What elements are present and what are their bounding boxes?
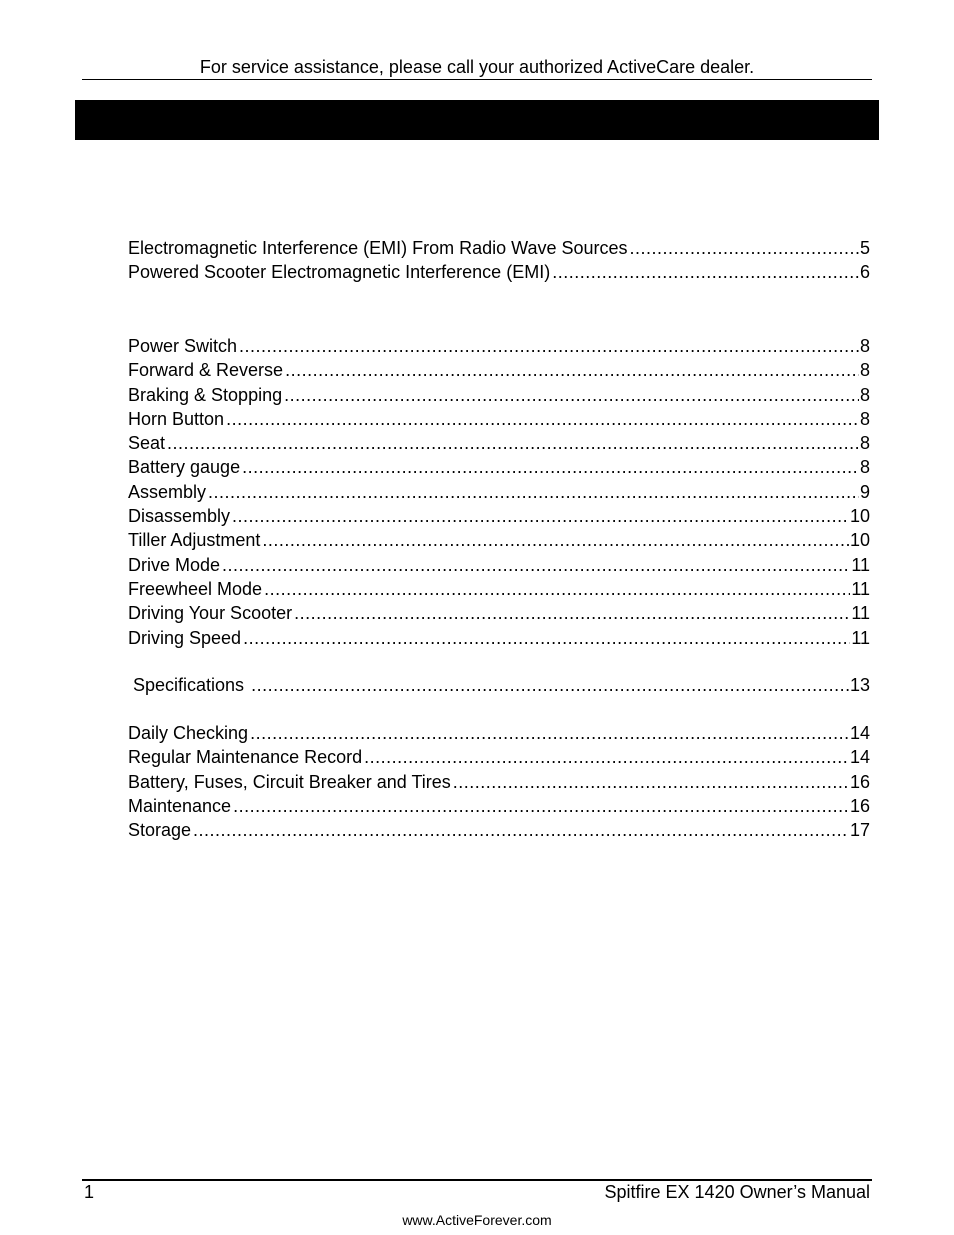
toc-leader-dots	[630, 236, 859, 260]
toc-entry[interactable]	[128, 260, 870, 284]
toc-leader-dots	[251, 673, 849, 697]
toc-entry[interactable]	[128, 601, 870, 625]
toc-entry[interactable]	[128, 480, 870, 504]
toc-leader-dots	[552, 260, 859, 284]
toc-group-specifications	[128, 673, 870, 697]
toc-entry[interactable]	[128, 673, 870, 697]
toc-leader-dots	[226, 407, 859, 431]
toc-entry-page: 8	[859, 433, 870, 454]
toc-entry[interactable]	[128, 383, 870, 407]
toc-entry[interactable]	[128, 431, 870, 455]
toc-leader-dots	[262, 528, 849, 552]
section-title-bar	[75, 100, 879, 140]
header-rule	[82, 79, 872, 80]
toc-entry-page: 14	[849, 723, 870, 743]
toc-entry[interactable]	[128, 236, 870, 260]
toc-entry[interactable]	[128, 455, 870, 479]
toc-entry-title: Driving Your Scooter	[128, 603, 293, 624]
toc-leader-dots	[222, 553, 850, 577]
toc-leader-dots	[233, 794, 849, 818]
toc-entry-title: Forward & Reverse	[128, 360, 284, 381]
toc-entry-page: 14	[849, 747, 870, 768]
toc-entry-page: 8	[859, 384, 870, 405]
toc-entry-title: Drive Mode	[128, 554, 221, 575]
toc-entry-page: 11	[851, 627, 870, 648]
toc-entry-page: 11	[851, 603, 870, 624]
toc-entry[interactable]	[128, 721, 870, 745]
toc-entry-page: 13	[849, 675, 870, 695]
toc-entry-title: Seat	[128, 433, 166, 454]
toc-entry[interactable]	[128, 577, 870, 601]
toc-entry[interactable]	[128, 358, 870, 382]
toc-entry-title: Maintenance	[128, 795, 232, 816]
toc-leader-dots	[242, 455, 859, 479]
toc-leader-dots	[453, 770, 849, 794]
toc-entry-page: 6	[859, 262, 870, 283]
toc-leader-dots	[364, 745, 849, 769]
manual-title: Spitfire EX 1420 Owner’s Manual	[604, 1182, 870, 1202]
toc-entry-page: 11	[851, 578, 870, 599]
toc-entry-title: Storage	[128, 820, 192, 841]
toc-entry-page: 5	[859, 238, 870, 258]
toc-leader-dots	[208, 480, 859, 504]
toc-entry-title: Electromagnetic Interference (EMI) From Radio Wave Sources	[128, 238, 628, 258]
toc-entry-page: 8	[859, 336, 870, 356]
toc-entry-page: 16	[849, 771, 870, 792]
toc-entry-title: Tiller Adjustment	[128, 530, 261, 551]
toc-leader-dots	[284, 383, 859, 407]
toc-entry-title: Specifications	[128, 675, 250, 695]
toc-leader-dots	[250, 721, 849, 745]
toc-entry[interactable]	[128, 818, 870, 842]
toc-leader-dots	[239, 334, 859, 358]
toc-entry-page: 8	[859, 457, 870, 478]
toc-entry[interactable]	[128, 553, 870, 577]
toc-entry-title: Battery gauge	[128, 457, 241, 478]
toc-leader-dots	[294, 601, 850, 625]
toc-entry-page: 10	[849, 506, 870, 527]
toc-entry-title: Power Switch	[128, 336, 238, 356]
toc-leader-dots	[264, 577, 850, 601]
toc-entry-title: Freewheel Mode	[128, 578, 263, 599]
toc-entry-title: Powered Scooter Electromagnetic Interference (EMI)	[128, 262, 551, 283]
toc-entry-title: Regular Maintenance Record	[128, 747, 363, 768]
toc-entry[interactable]	[128, 504, 870, 528]
toc-entry-title: Horn Button	[128, 408, 225, 429]
toc-leader-dots	[285, 358, 859, 382]
toc-entry[interactable]	[128, 745, 870, 769]
toc-entry[interactable]	[128, 407, 870, 431]
toc-group-maintenance	[128, 721, 870, 842]
toc-entry-title: Battery, Fuses, Circuit Breaker and Tires	[128, 771, 451, 792]
toc-entry[interactable]	[128, 626, 870, 650]
toc-entry-page: 9	[859, 481, 870, 502]
toc-entry-title: Braking & Stopping	[128, 384, 283, 405]
toc-entry[interactable]	[128, 770, 870, 794]
toc-entry-page: 17	[849, 820, 870, 841]
toc-leader-dots	[167, 431, 859, 455]
toc-entry-page: 8	[859, 408, 870, 429]
toc-entry-title: Assembly	[128, 481, 207, 502]
toc-entry[interactable]	[128, 794, 870, 818]
toc-entry-title: Driving Speed	[128, 627, 242, 648]
toc-entry[interactable]	[128, 334, 870, 358]
website-link[interactable]: www.ActiveForever.com	[402, 1212, 552, 1228]
toc-group-operation	[128, 334, 870, 650]
toc-entry-page: 8	[859, 360, 870, 381]
toc-entry-page: 10	[849, 530, 870, 551]
toc-leader-dots	[243, 626, 850, 650]
toc-leader-dots	[193, 818, 849, 842]
toc-entry-page: 11	[851, 554, 870, 575]
toc-entry-title: Disassembly	[128, 506, 231, 527]
toc-group-emi	[128, 236, 870, 285]
page-number: 1	[84, 1182, 95, 1202]
service-note: For service assistance, please call your authorized ActiveCare dealer.	[199, 57, 755, 77]
toc-entry[interactable]	[128, 528, 870, 552]
toc-entry-title: Daily Checking	[128, 723, 249, 743]
toc-leader-dots	[232, 504, 849, 528]
toc-entry-page: 16	[849, 795, 870, 816]
